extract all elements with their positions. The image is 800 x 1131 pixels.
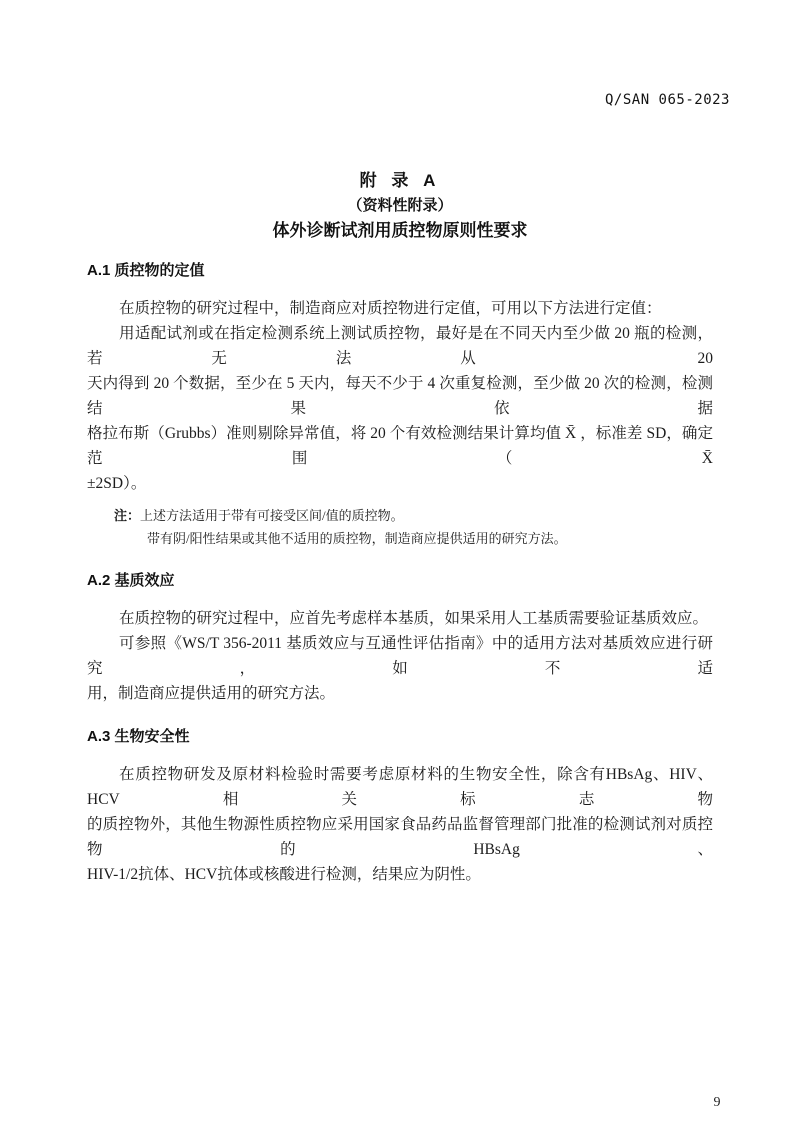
paragraph-line: ±2SD）。 (87, 475, 147, 492)
paragraph-line: 在质控物研发及原材料检验时需要考虑原材料的生物安全性，除含有HBsAg、HIV、HCV相关标志物 (87, 766, 713, 808)
section-a1-heading: A.1 质控物的定值 (87, 262, 205, 279)
document-code: Q/SAN 065-2023 (604, 92, 730, 108)
page-content (87, 168, 713, 887)
note-line: 带有阴/阳性结果或其他不适用的质控物，制造商应提供适用的研究方法。 (147, 531, 567, 546)
note-label: 注： (114, 508, 141, 523)
paragraph-line: 用适配试剂或在指定检测系统上测试质控物，最好是在不同天内至少做 20 瓶的检测，若无法从 20 (87, 325, 713, 367)
section-a3-body (87, 762, 713, 887)
appendix-name: 体外诊断试剂用质控物原则性要求 (272, 221, 528, 240)
section-a3-heading: A.3 生物安全性 (87, 728, 190, 745)
appendix-subtitle: （资料性附录） (347, 197, 453, 214)
section-a1-body (87, 296, 713, 496)
paragraph-line: 天内得到 20 个数据，至少在 5 天内，每天不少于 4 次重复检测，至少做 20 次的检测，检测结果依据 (87, 375, 713, 417)
section-a2-body (87, 606, 713, 706)
appendix-title: 附 录 A (359, 171, 441, 190)
section-a2-heading: A.2 基质效应 (87, 572, 175, 589)
page-number: 9 (713, 1095, 721, 1110)
note-line (114, 504, 713, 527)
section-a1-note (114, 504, 713, 550)
paragraph-line: 可参照《WS/T 356-2011 基质效应与互通性评估指南》中的适用方法对基质效应进行研究，如不适 (87, 635, 713, 677)
paragraph-line: 格拉布斯（Grubbs）准则剔除异常值，将 20 个有效检测结果计算均值 X̄ ，标准差 SD，确定范围（X̄ (87, 425, 713, 467)
paragraph-line: 用，制造商应提供适用的研究方法。 (87, 685, 336, 702)
paragraph-line: 在质控物的研究过程中，应首先考虑样本基质，如果采用人工基质需要验证基质效应。 (119, 610, 709, 627)
paragraph-line: 在质控物的研究过程中，制造商应对质控物进行定值，可用以下方法进行定值： (119, 300, 662, 317)
note-text: 上述方法适用于带有可接受区间/值的质控物。 (140, 508, 404, 523)
paragraph-line: 的质控物外，其他生物源性质控物应采用国家食品药品监督管理部门批准的检测试剂对质控物的HBsAg、 (87, 816, 713, 858)
paragraph-line: HIV-1/2抗体、HCV抗体或核酸进行检测，结果应为阴性。 (87, 866, 481, 883)
